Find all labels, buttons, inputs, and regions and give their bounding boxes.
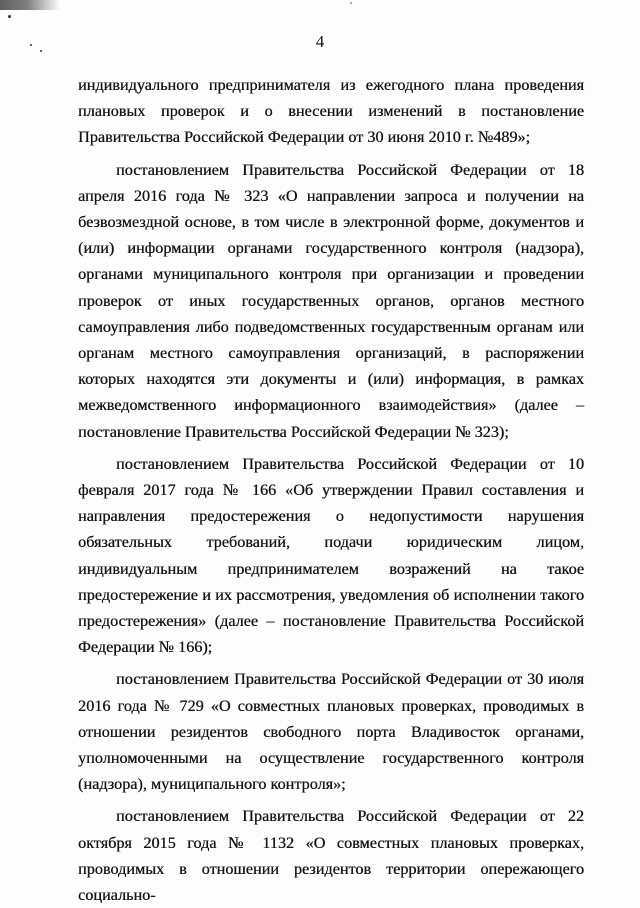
paragraph: постановлением Правительства Российской Федерации от 18 апреля 2016 года № 323 «О направлении запроса и получении на безвозмездной основе, в том числе в электронной форме, документов и (или) информации органами государственного контроля (надзора), органами муниципального контроля при организации и проведении проверок от иных государственных органов, органов местного самоуправления либо подведомственных государственным органам или органам местного самоуправления организаций, в распоряжении которых находятся эти документы и (или) информация, в рамках межведомственного информационного взаимодействия» (далее – постановление Правительства Российской Федерации № 323);	[78, 160, 584, 441]
scan-speck	[8, 15, 11, 18]
document-body	[78, 72, 584, 908]
paragraph: постановлением Правительства Российской Федерации от 10 февраля 2017 года № 166 «Об утверждении Правил составления и направления предостережения о недопустимости нарушения обязательных требований, подачи юридическим лицом, индивидуальным предпринимателем возражений на такое предостережение и их рассмотрения, уведомления об исполнении такого предостережения» (далее – постановление Правительства Российской Федерации № 166);	[78, 454, 584, 657]
page-number: 4	[315, 32, 325, 51]
scan-artifact	[0, 0, 60, 10]
paragraph: индивидуального предпринимателя из ежегодного плана проведения плановых проверок и о внесении изменений в постановление Правительства Российской Федерации от 30 июня 2010 г. №489»;	[78, 76, 584, 147]
paragraph: постановлением Правительства Российской Федерации от 30 июля 2016 года № 729 «О совместных плановых проверках, проводимых в отношении резидентов свободного порта Владивосток органами, уполномоченными на осуществление государственного контроля (надзора), муниципального контроля»;	[78, 670, 584, 794]
scan-speck	[350, 2, 352, 4]
paragraph: постановлением Правительства Российской Федерации от 22 октября 2015 года № 1132 «О совместных плановых проверках, проводимых в отношении резидентов территории опережающего социально-	[78, 807, 584, 905]
